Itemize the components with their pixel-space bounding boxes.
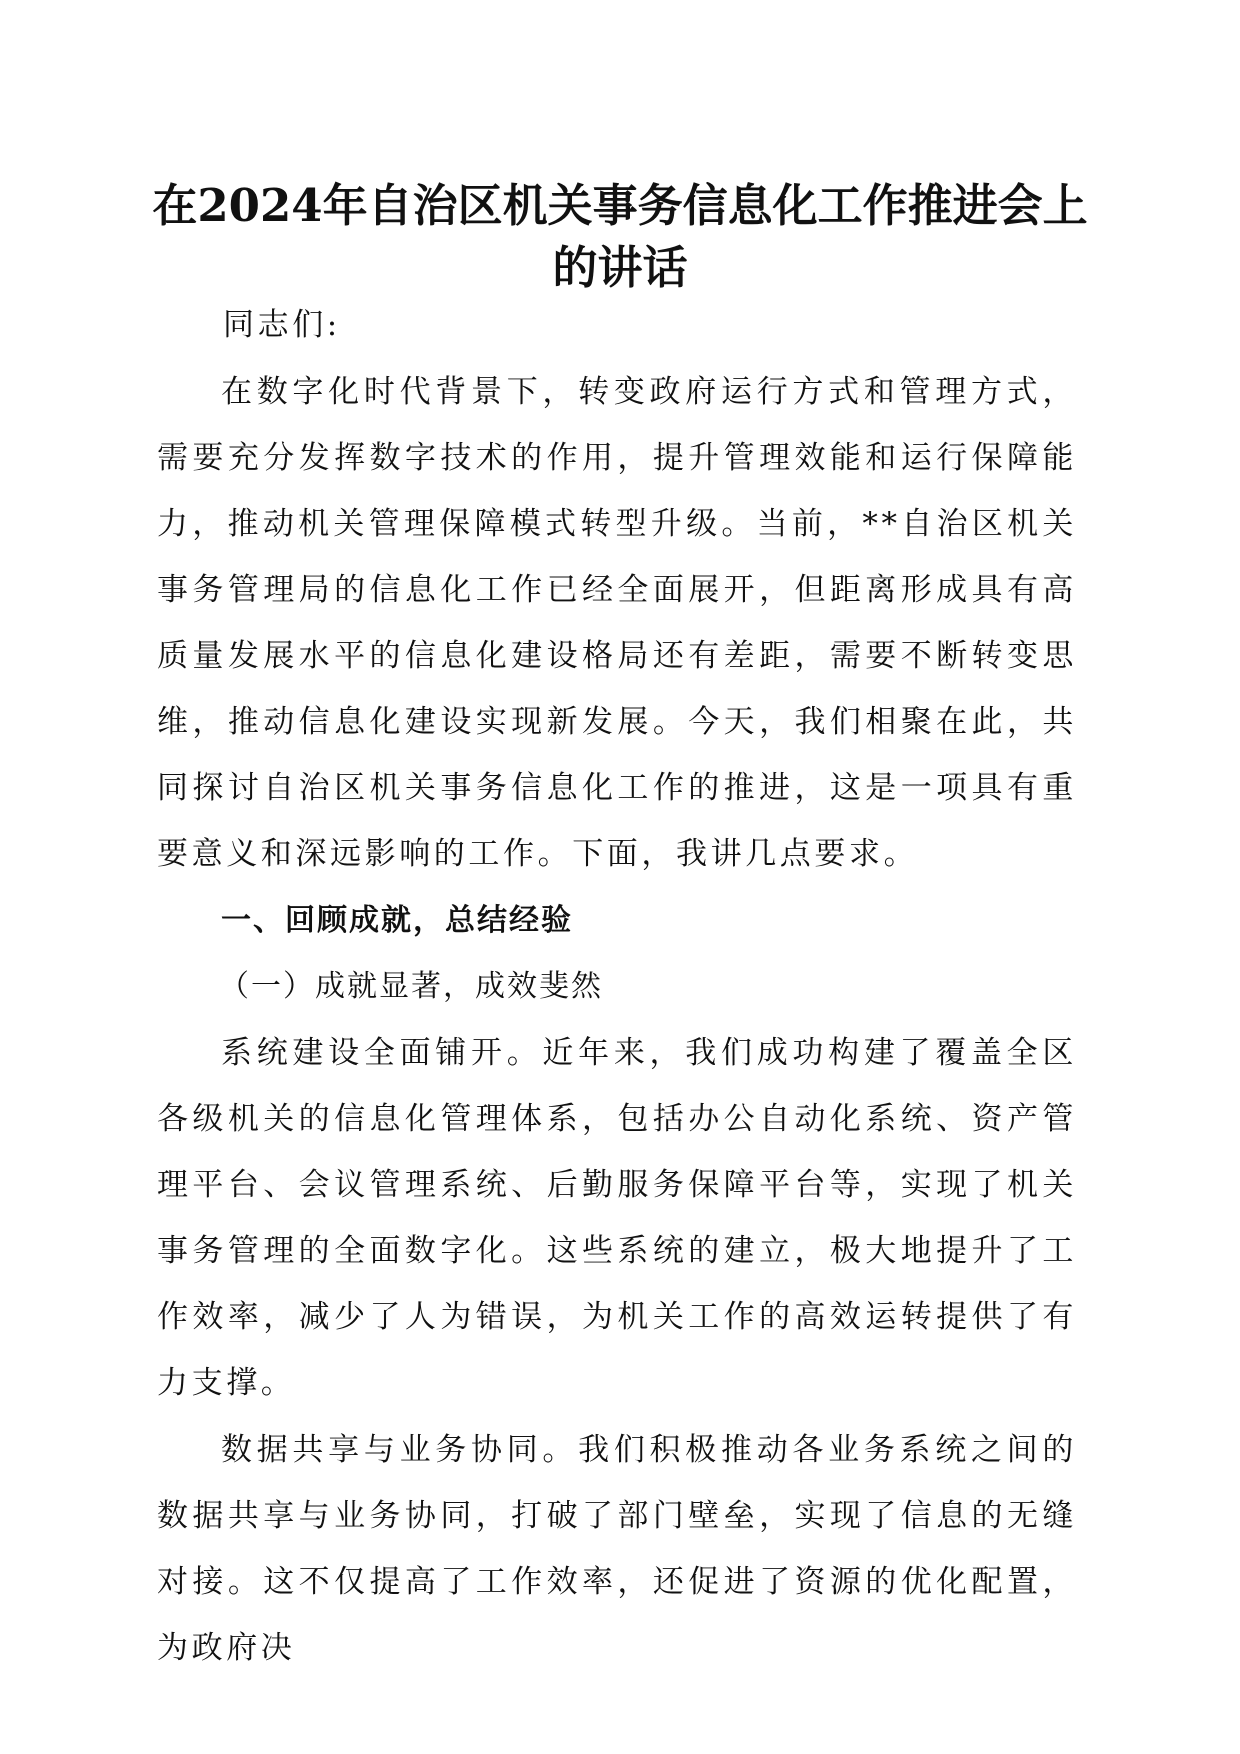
- section-heading: 一、回顾成就，总结经验: [221, 903, 573, 938]
- document-body: [157, 292, 1077, 1682]
- document-title: 在2024年自治区机关事务信息化工作推进会上的讲话: [152, 179, 1088, 294]
- subsection-heading: （一）成就显著，成效斐然: [219, 969, 603, 1004]
- greeting: 同志们:: [223, 307, 341, 343]
- body-paragraph-system-building: 系统建设全面铺开。近年来，我们成功构建了覆盖全区各级机关的信息化管理体系，包括办公自动化系统、资产管理平台、会议管理系统、后勤服务保障平台等，实现了机关事务管理的全面数字化。这些系统的建立，极大地提升了工作效率，减少了人为错误，为机关工作的高效运转提供了有力支撑。: [157, 1035, 1077, 1401]
- intro-paragraph: 在数字化时代背景下，转变政府运行方式和管理方式，需要充分发挥数字技术的作用，提升管理效能和运行保障能力，推动机关管理保障模式转型升级。当前，**自治区机关事务管理局的信息化工作已经全面展开，但距离形成具有高质量发展水平的信息化建设格局还有差距，需要不断转变思维，推动信息化建设实现新发展。今天，我们相聚在此，共同探讨自治区机关事务信息化工作的推进，这是一项具有重要意义和深远影响的工作。下面，我讲几点要求。: [157, 374, 1077, 872]
- body-paragraph-data-sharing: 数据共享与业务协同。我们积极推动各业务系统之间的数据共享与业务协同，打破了部门壁垒，实现了信息的无缝对接。这不仅提高了工作效率，还促进了资源的优化配置，为政府决: [157, 1432, 1077, 1666]
